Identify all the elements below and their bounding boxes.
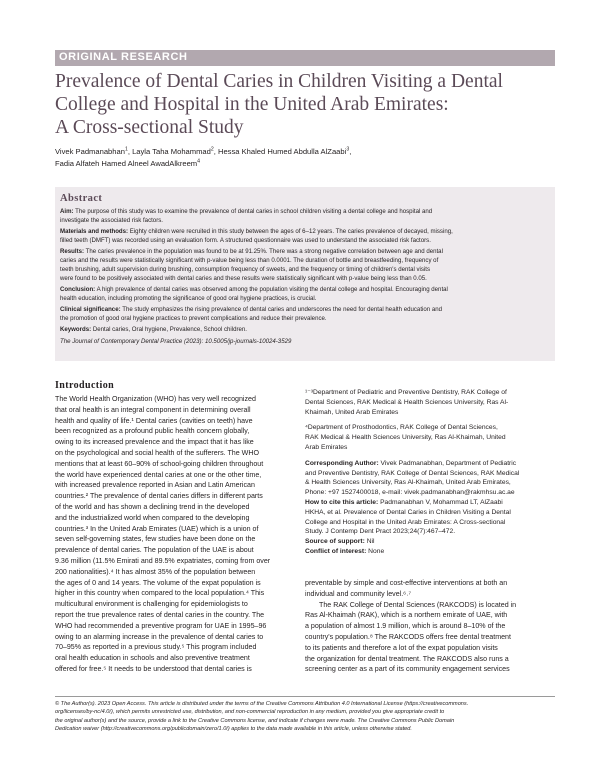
affiliations-block (305, 388, 555, 557)
corresponding-author (305, 459, 555, 469)
title-line: Prevalence of Dental Caries in Children Visiting a Dental (55, 71, 503, 92)
body-text-line: country's population.⁸ The RAKCODS offers free dental treatment (305, 632, 511, 641)
abstract-section-label: Conclusion: (60, 286, 96, 294)
body-text-line: Ras Al-Khaimah (RAK), which is a northern emirate of UAE, with (305, 611, 508, 620)
body-text-line: seven self-governing states, few studies have been done on the (55, 535, 256, 544)
body-text-line: 9.36 million (11.5% Emirati and 89.5% expatriates, coming from over (55, 556, 271, 565)
corresponding-author-line: & Health Sciences University, Ras Al-Khaimah, United Arab Emirates, (305, 479, 511, 487)
abstract-line (60, 217, 552, 226)
affiliation-line: Arab Emirates (305, 443, 348, 451)
abstract-line (60, 266, 552, 275)
right-column-text (305, 578, 555, 675)
journal-citation: The Journal of Contemporary Dental Practice (2023): 10.5005/jp-journals-10024-3529 (60, 337, 292, 345)
abstract-line-text: teeth brushing, adult supervision during brushing, consumption frequency of sweets, and the frequency or timing of children's dental visits (60, 266, 431, 274)
abstract-heading: Abstract (60, 193, 103, 204)
abstract-section-label: Results: (60, 248, 85, 256)
body-text-line: WHO had recommended a preventive program for UAE in 1995–96 (55, 621, 267, 630)
abstract-line (60, 257, 552, 266)
abstract-line-text: The study emphasizes the rising prevalence of dental caries and underscores the need for dental health education and (122, 306, 443, 314)
body-text-line: report the true prevalence rates of dental caries in the country. The (55, 610, 265, 619)
body-text-line: the world have experienced dental caries at one or the other time, (55, 470, 262, 479)
introduction-text (55, 394, 298, 675)
license-line: the original author(s) and the source, provide a link to the Creative Commons license, and indicate if changes were made. The Creative Commons Public Domain (55, 717, 455, 724)
body-text-line: offered for free.⁵ It needs to be understood that dental caries is (55, 664, 252, 673)
abstract-line-text: Dental caries, Oral hygiene, Prevalence, School children. (92, 326, 247, 334)
abstract-paragraph (60, 228, 552, 246)
abstract-line-text: caries and the results were statistically significant with p-value being less than 0.0001. The duration of bottle and breastfeeding, frequency of (60, 257, 439, 265)
title-line: College and Hospital in the United Arab Emirates: (55, 94, 449, 115)
body-text-line: owing to an alarming increase in the prevalence of dental caries to (55, 632, 264, 641)
abstract-line-text: A high prevalence of dental caries was observed among the population visiting the dental college and hospital. Encouraging dental (96, 286, 448, 294)
abstract-line (60, 228, 552, 237)
abstract-line (60, 248, 552, 257)
license-footer (55, 700, 555, 734)
abstract-line (60, 295, 552, 304)
body-text-line: that oral health is an integral component in determining overall (55, 405, 251, 414)
body-text-line: on the psychological and social health of the sufferers. The WHO (55, 448, 259, 457)
abstract-line (60, 306, 552, 315)
abstract-section-label: Keywords: (60, 326, 92, 334)
corresponding-author-label: Corresponding Author: (305, 459, 379, 467)
affiliation-line: Dental Sciences, RAK Medical & Health Sciences University, Ras Al- (305, 398, 509, 406)
body-text-line: owing to its increased prevalence and the impact that it has like (55, 438, 254, 447)
article-type-banner (55, 50, 555, 66)
abstract-line (60, 315, 552, 324)
author-affiliation-mark: 1 (124, 146, 128, 153)
how-to-cite-line: College and Hospital in the United Arab Emirates: A Cross-sectional (305, 518, 506, 526)
corresponding-author-text: Vivek Padmanabhan, Department of Pediatric (380, 459, 517, 467)
abstract-section-label: Materials and methods: (60, 228, 129, 236)
abstract-section-label: Aim: (60, 208, 74, 215)
abstract-line-text: health education, including promoting the significance of good oral hygiene practices, is crucial. (60, 295, 317, 303)
body-text-line: multicultural environment is challenging for epidemiologists to (55, 600, 248, 609)
body-text-line: The RAK College of Dental Sciences (RAKCODS) is located in (319, 600, 517, 609)
conflict-of-interest-label: Conflict of interest: (305, 547, 367, 555)
abstract-line (60, 237, 552, 246)
abstract-line (60, 286, 552, 295)
abstract-paragraph (60, 306, 552, 324)
body-text-line: screening center as a part of its community engagement services (305, 665, 510, 674)
abstract-paragraph (60, 208, 552, 226)
author-affiliation-mark: 2 (210, 146, 214, 153)
body-text-line: the organization for dental treatment. The RAKCODS also runs a (305, 654, 509, 663)
corresponding-author-line: Phone: +97 1527400018, e-mail: vivek.padmanabhan@rakmhsu.ac.ae (305, 489, 515, 497)
article-type-label: ORIGINAL RESEARCH (59, 51, 188, 63)
source-of-support-label: Source of support: (305, 538, 365, 546)
abstract-line-text: investigate the associated risk factors. (60, 216, 163, 224)
author-line-2 (55, 158, 555, 170)
body-text-line: The World Health Organization (WHO) has very well recognized (55, 395, 256, 403)
source-of-support-value: Nil (366, 538, 375, 546)
abstract-line-text: Eighty children were recruited in this study between the ages of 6–12 years. The caries prevalence of decayed, missing, (129, 228, 453, 236)
abstract-line-text: filled teeth (DMFT) was recorded using an evaluation form. A structured questionnaire was used to understand the associated risk factors. (60, 237, 431, 245)
introduction-section (55, 380, 298, 675)
abstract-line-text: were found to be positively associated with dental caries and these results were statistically significant with p-value being less than 0.05. (60, 274, 427, 282)
license-line: Dedication waiver (http://creativecommons.org/publicdomain/zero/1.0/) applies to the data made available in this article, unless otherwise stated. (55, 726, 412, 733)
license-line: org/licenses/by-nc/4.0/), which permits unrestricted use, distribution, and non-commercial reproduction in any medium, provided you give appropriate credit to (55, 709, 445, 716)
how-to-cite-label: How to cite this article: (305, 498, 379, 506)
body-text-line: to its patients and therefore a lot of the expat population visits (305, 643, 498, 652)
footer-divider (55, 696, 555, 697)
affiliation-line: ⁴Department of Prosthodontics, RAK College of Dental Sciences, (305, 424, 498, 432)
conflict-of-interest-value: None (368, 547, 385, 555)
conflict-of-interest (305, 547, 555, 557)
article-title (55, 70, 555, 139)
author-separator: , (349, 147, 352, 156)
how-to-cite-line: Study. J Contemp Dent Pract 2023;24(7):467–472. (305, 528, 456, 536)
body-text-line: oral health education in schools and also preventive treatment (55, 654, 250, 663)
source-of-support (305, 537, 555, 547)
abstract-line (60, 326, 552, 335)
abstract-line (60, 275, 552, 284)
author-line-1 (55, 146, 555, 158)
body-text-line: 70–95% as reported in a previous study.⁵ This program included (55, 643, 257, 652)
body-text-line: health and quality of life.¹ Dental caries (cavities on teeth) have (55, 416, 253, 425)
license-line: © The Author(s). 2023 Open Access. This article is distributed under the terms of the Creative Commons Attribution 4.0 International License (https://creativecommons. (55, 701, 469, 707)
how-to-cite-text: Padmanabhan V, Mohammad LT, AlZaabi (380, 498, 503, 506)
author-name: Fadia Alfateh Hamed Alneel AwadAlkreem (55, 158, 198, 168)
affiliation-line: RAK Medical & Health Sciences University, Ras Al-Khaimah, United (305, 434, 506, 442)
author-name: Vivek Padmanabhan (55, 147, 125, 156)
affiliation-line: ¹⁻³Department of Pediatric and Preventive Dentistry, RAK College of (305, 389, 507, 396)
abstract-paragraph (60, 248, 552, 284)
abstract-body (60, 208, 552, 346)
body-text-line: the ages of 0 and 14 years. The volume of the expat population is (55, 578, 261, 587)
body-text-line: countries.² The prevalence of dental caries differs in different parts (55, 492, 263, 501)
corresponding-author-line: and Preventive Dentistry, RAK College of Dental Sciences, RAK Medical (305, 469, 520, 477)
body-text-line: countries.³ In the United Arab Emirates (UAE) which is a union of (55, 524, 259, 533)
body-text-line: preventable by simple and cost-effective interventions at both an (305, 579, 508, 587)
author-name: , Hessa Khaled Humed Abdulla AlZaabi (213, 147, 347, 156)
body-text-line: a population of almost 1.9 million, which is around 8–10% of the (305, 622, 506, 631)
abstract-paragraph (60, 326, 552, 335)
how-to-cite (305, 498, 555, 508)
abstract-line-text: the promotion of good oral hygiene practices to prevent complications and reduce their prevalence. (60, 315, 327, 323)
abstract-line-text: The purpose of this study was to examine the prevalence of dental caries in school children visiting a dental college and hospital and (75, 208, 433, 215)
body-text-line: with increased prevalence reported in Asian and Latin American (55, 481, 255, 490)
body-text-line: and the industrialized world when compared to the developing (55, 513, 250, 522)
body-text-line: individual and community level.⁶˒⁷ (305, 589, 412, 598)
body-text-line: prevalence of dental caries. The population of the UAE is about (55, 546, 254, 555)
author-affiliation-mark: 3 (346, 146, 350, 153)
body-text-line: mentions that at least 60–90% of school-going children throughout (55, 459, 264, 468)
body-text-line: been recognized as a profound public health concern globally, (55, 427, 250, 436)
introduction-heading: Introduction (55, 380, 115, 391)
abstract-line-text: The caries prevalence in the population was found to be at 91.25%. There was a strong negative correlation between age and dental (85, 248, 443, 256)
affiliation-line: Khaimah, United Arab Emirates (305, 408, 399, 416)
abstract-section-label: Clinical significance: (60, 306, 121, 314)
body-text-line: higher in this country when compared to the local population.⁴ This (55, 589, 265, 598)
title-line: A Cross-sectional Study (55, 117, 244, 138)
abstract-paragraph (60, 286, 552, 304)
body-text-line: 200 nationalities).⁴ It has almost 35% of the population between (55, 567, 256, 576)
how-to-cite-line: HKHA, et al. Prevalence of Dental Caries in Children Visiting a Dental (305, 508, 511, 516)
body-text-line: of the world and has shown a declining trend in the developed (55, 502, 250, 511)
author-affiliation-mark: 4 (197, 157, 201, 164)
author-list (55, 146, 555, 169)
author-name: , Layla Taha Mohammad (127, 147, 211, 156)
abstract-line (60, 208, 552, 217)
